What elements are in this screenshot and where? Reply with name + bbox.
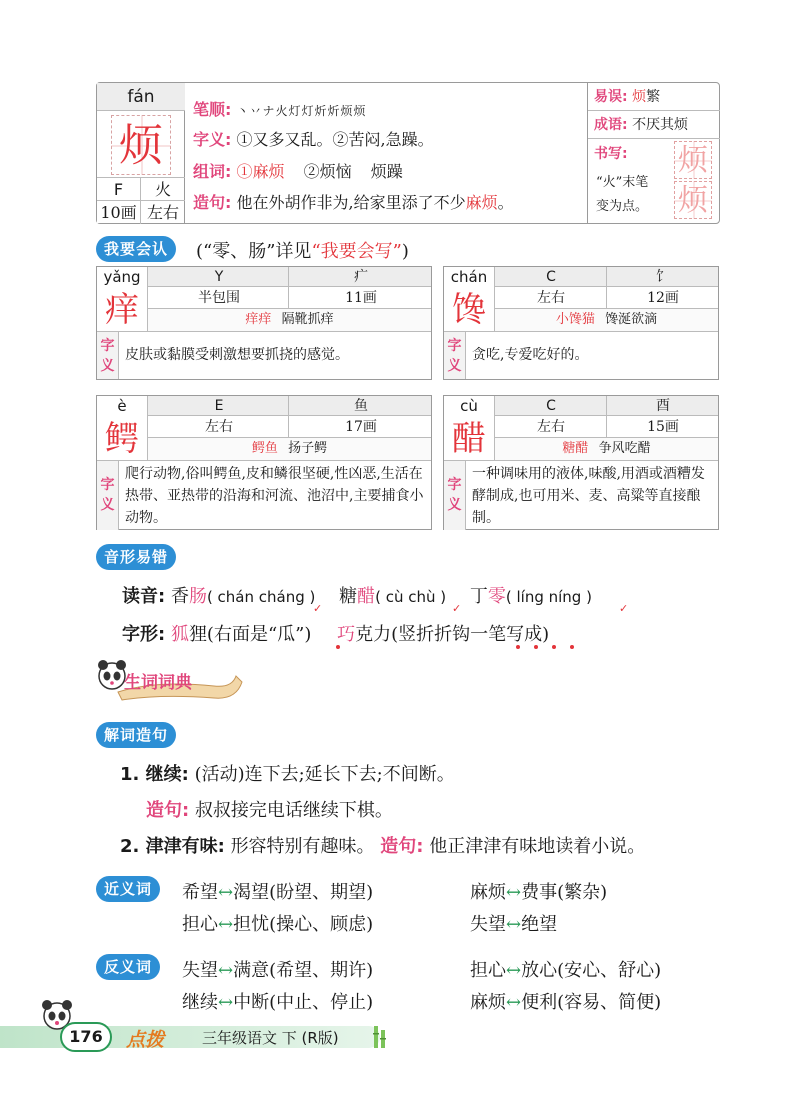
pair-arrow-icon: ↔ (218, 914, 234, 935)
trace-grid-2: 烦 (674, 181, 712, 219)
word-1: ①麻烦 (236, 162, 285, 181)
antonym-1 (182, 956, 373, 982)
synonym-4-a: 失望 (470, 914, 506, 935)
shape-label: 字形: (122, 624, 166, 645)
explain-2-sentence-label: 造句: (380, 836, 424, 857)
reading-3-pre: 丁 (469, 586, 488, 607)
shape-1-rest: 狸(右面是“瓜”) (188, 624, 312, 645)
meaning-text: ①又多又乱。②苦闷,急躁。 (236, 130, 434, 149)
reading-2-highlight: 醋 (357, 586, 376, 607)
card-strokes: 15画 (647, 419, 679, 435)
card-divider (288, 267, 289, 309)
card-radical: 饣 (656, 269, 670, 285)
synonym-4 (470, 910, 557, 936)
card-info-row (147, 287, 431, 309)
explain-1-def: (活动)连下去;延长下去;不间断。 (194, 764, 455, 785)
reading-line (122, 582, 592, 608)
card-structure: 左右 (537, 290, 565, 306)
card-meaning (444, 331, 718, 379)
antonym-heading: 反义词 (96, 954, 160, 980)
reading-2-pinyin: ( cù chù ) (375, 588, 447, 606)
explain-1 (120, 760, 455, 786)
antonym-3-b: 中断(中止、停止) (233, 992, 374, 1013)
card-strokes: 17画 (345, 419, 377, 435)
card-strokes: 12画 (647, 290, 679, 306)
antonym-3 (182, 988, 373, 1014)
antonym-2 (470, 956, 661, 982)
pair-arrow-icon: ↔ (506, 992, 522, 1013)
error-label: 易误: (594, 89, 628, 105)
card-divider (606, 396, 607, 438)
card-word-rest: 馋涎欲滴 (605, 312, 658, 327)
stroke-order-label: 笔顺: (193, 100, 232, 119)
card-meaning-label: 字义 (444, 332, 466, 379)
recognize-heading: 我要会认 (96, 236, 176, 262)
antonym-4 (470, 988, 661, 1014)
explain-heading: 解词造句 (96, 722, 176, 748)
radical: 火 (141, 177, 185, 201)
card-pinyin: è (117, 397, 127, 415)
pair-arrow-icon: ↔ (218, 960, 234, 981)
idiom-label: 成语: (594, 117, 628, 133)
shape-2-rest: 克力(竖折折钩一笔写成) (355, 624, 550, 645)
card-structure: 半包围 (198, 290, 240, 306)
error-row (588, 83, 720, 111)
reading-3-highlight: 零 (487, 586, 506, 607)
recognize-note-close: ) (401, 241, 409, 262)
card-word-highlight: 小馋猫 (555, 312, 595, 327)
main-character: 烦 (111, 115, 171, 175)
char-card-yang (96, 266, 432, 380)
card-meaning-label: 字义 (97, 461, 119, 530)
error-post: 繁 (646, 89, 661, 105)
words-line (193, 159, 403, 182)
meaning-line (193, 127, 434, 150)
synonym-2 (470, 878, 607, 904)
trace-grid-1: 烦 (674, 141, 712, 179)
book-title: 三年级语文 下 (R版) (202, 1029, 339, 1047)
card-character: 馋 (452, 290, 486, 330)
card-word-highlight: 痒痒 (245, 312, 272, 327)
character-details (187, 83, 587, 223)
card-meaning-label: 字义 (444, 461, 466, 530)
card-radical: 疒 (354, 269, 368, 285)
structure: 左右 (141, 200, 185, 224)
reading-3-pinyin: ( líng níng ) (505, 588, 592, 606)
stroke-count: 10画 (97, 200, 141, 224)
antonym-1-a: 失望 (182, 960, 218, 981)
emphasis-dot (336, 645, 340, 649)
synonym-1-b: 渴望(盼望、期望) (233, 882, 374, 903)
explain-1-term: 1. 继续: (120, 764, 189, 785)
card-info-row (147, 416, 431, 438)
brand-logo: 点拨 (126, 1029, 165, 1051)
antonym-1-b: 满意(希望、期许) (233, 960, 374, 981)
page-number: 176 (60, 1022, 112, 1052)
card-words (147, 438, 431, 460)
card-header-row (147, 267, 431, 287)
idiom-row (588, 111, 720, 139)
card-radical: 鱼 (354, 398, 368, 414)
emphasis-dot (552, 645, 556, 649)
card-words (494, 438, 718, 460)
error-highlight: 烦 (632, 89, 647, 105)
card-divider (606, 267, 607, 309)
card-header-row (147, 396, 431, 416)
card-meaning-text: 皮肤或黏膜受刺激想要抓挠的感觉。 (125, 347, 349, 363)
radical-letter: F (97, 177, 141, 201)
writing-tip-1: “火”末笔 (596, 175, 649, 190)
emphasis-dot (534, 645, 538, 649)
sentence-pre: 他在外胡作非为,给家里添了不少 (236, 193, 466, 212)
correct-tick-1: ✓ (313, 602, 323, 615)
card-pinyin: chán (450, 268, 488, 286)
meaning-label: 字义: (193, 130, 232, 149)
card-pinyin: cù (460, 397, 478, 415)
synonym-1-a: 希望 (182, 882, 218, 903)
antonym-3-a: 继续 (182, 992, 218, 1013)
main-pinyin: fán (97, 83, 185, 111)
card-radical: 酉 (656, 398, 670, 414)
card-word-rest: 争风吃醋 (598, 441, 651, 456)
writing-tip-2: 变为点。 (596, 199, 649, 214)
card-word-rest: 扬子鳄 (288, 441, 328, 456)
pair-arrow-icon: ↔ (506, 914, 522, 935)
card-meaning-text: 一种调味用的液体,味酸,用酒或酒糟发酵制成,也可用米、麦、高粱等直接酿制。 (472, 466, 705, 526)
char-card-e (96, 395, 432, 530)
char-card-chan (443, 266, 719, 380)
card-meaning (97, 331, 431, 379)
card-letter: C (546, 269, 556, 285)
explain-1-sentence-text: 叔叔接完电话继续下棋。 (194, 800, 393, 821)
dictionary-heading: 生词词典 (124, 673, 192, 693)
pair-arrow-icon: ↔ (218, 882, 234, 903)
sentence-label: 造句: (193, 193, 232, 212)
card-character: 痒 (105, 290, 139, 330)
shape-2-highlight: 巧 (337, 624, 356, 645)
bamboo-icon (370, 1024, 390, 1050)
reading-2-pre: 糖 (339, 586, 358, 607)
explain-2 (120, 832, 645, 858)
reading-label: 读音: (122, 586, 166, 607)
card-word-highlight: 鳄鱼 (251, 441, 278, 456)
shape-line (122, 620, 549, 646)
card-word-rest: 隔靴抓痒 (281, 312, 334, 327)
recognize-note-highlight: “我要会写” (311, 241, 402, 262)
synonym-3-b: 担忧(操心、顾虑) (233, 914, 374, 935)
card-structure: 左右 (537, 419, 565, 435)
pair-arrow-icon: ↔ (218, 992, 234, 1013)
card-meaning-text: 贪吃,专爱吃好的。 (472, 347, 589, 363)
idiom-text: 不厌其烦 (632, 117, 689, 133)
synonym-3-a: 担心 (182, 914, 218, 935)
shape-1-highlight: 狐 (170, 624, 189, 645)
explain-1-sentence-label: 造句: (146, 800, 190, 821)
card-meaning (444, 460, 718, 530)
card-meaning (97, 460, 431, 530)
antonym-2-b: 放心(安心、舒心) (521, 960, 662, 981)
word-2: ②烦恼 (303, 162, 352, 181)
card-character: 鳄 (105, 419, 139, 459)
card-letter: E (214, 398, 224, 414)
explain-2-def: 形容特别有趣味。 (230, 836, 375, 857)
explain-2-term: 2. 津津有味: (120, 836, 225, 857)
explain-1-sentence (146, 796, 393, 822)
char-card-cu (443, 395, 719, 530)
card-word-highlight: 糖醋 (562, 441, 589, 456)
pair-arrow-icon: ↔ (506, 960, 522, 981)
main-character-card (96, 82, 720, 224)
stroke-order: 丶丷ナ火灯灯炘炘烦烦 (236, 104, 367, 118)
card-divider (288, 396, 289, 438)
antonym-4-a: 麻烦 (470, 992, 506, 1013)
card-structure: 左右 (205, 419, 233, 435)
explain-2-sentence-text: 他正津津有味地读着小说。 (429, 836, 646, 857)
reading-1-pre: 香 (170, 586, 189, 607)
card-words (494, 309, 718, 331)
card-meaning-label: 字义 (97, 332, 119, 379)
confusion-heading: 音形易错 (96, 544, 176, 570)
synonym-4-b: 绝望 (521, 914, 558, 935)
correct-tick-3: ✓ (619, 602, 629, 615)
character-extras (587, 83, 719, 223)
card-letter: Y (214, 269, 224, 285)
synonym-3 (182, 910, 373, 936)
recognize-note (196, 237, 409, 263)
synonym-1 (182, 878, 373, 904)
reading-1-pinyin: ( chán cháng ) (206, 588, 316, 606)
word-3: 烦躁 (370, 162, 403, 181)
stroke-order-line (193, 97, 367, 120)
sentence-post: 。 (497, 193, 514, 212)
antonym-4-b: 便利(容易、简便) (521, 992, 662, 1013)
card-meaning-text: 爬行动物,俗叫鳄鱼,皮和鳞很坚硬,性凶恶,生活在热带、亚热带的沿海和河流、池沼中,主要捕食小动物。 (125, 466, 424, 526)
card-pinyin: yǎng (103, 268, 141, 286)
synonym-2-b: 费事(繁杂) (521, 882, 608, 903)
synonym-heading: 近义词 (96, 876, 160, 902)
card-strokes: 11画 (345, 290, 377, 306)
synonym-2-a: 麻烦 (470, 882, 506, 903)
emphasis-dot (516, 645, 520, 649)
words-label: 组词: (193, 162, 232, 181)
card-character: 醋 (452, 419, 486, 459)
emphasis-dot (570, 645, 574, 649)
antonym-2-a: 担心 (470, 960, 506, 981)
writing-label: 书写: (594, 146, 628, 162)
card-words (147, 309, 431, 331)
recognize-note-open: (“零、肠”详见 (196, 241, 312, 262)
sentence-highlight: 麻烦 (465, 193, 498, 212)
correct-tick-2: ✓ (452, 602, 462, 615)
card-letter: C (546, 398, 556, 414)
character-info-panel (97, 83, 185, 223)
sentence-line (193, 190, 514, 213)
reading-1-highlight: 肠 (188, 586, 207, 607)
pair-arrow-icon: ↔ (506, 882, 522, 903)
